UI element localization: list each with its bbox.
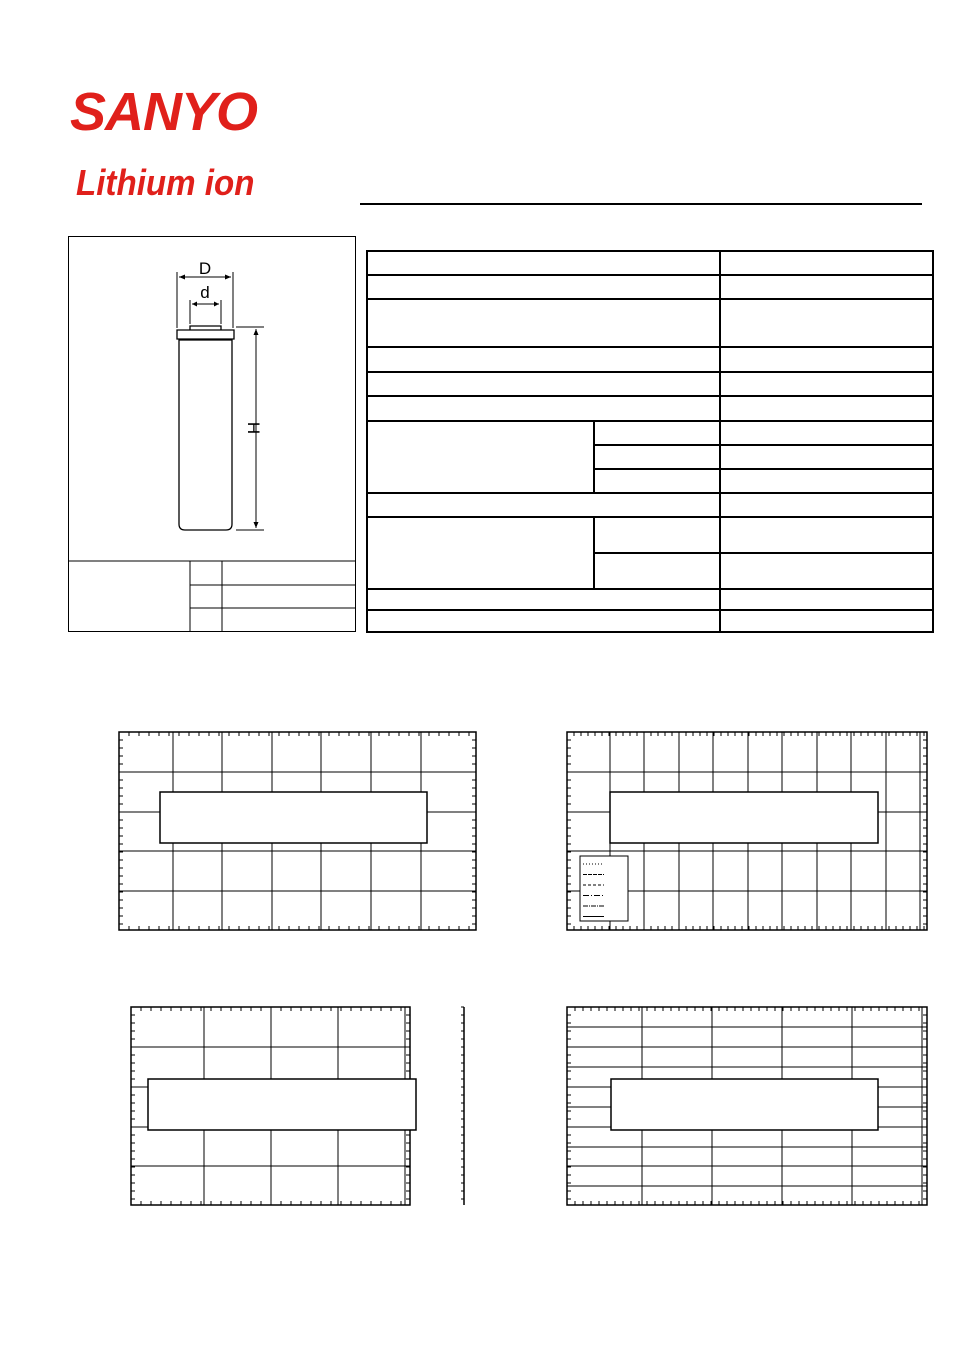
dimensions-table	[68, 561, 356, 632]
graphs-layer	[119, 732, 927, 1205]
label-d: d	[200, 283, 210, 302]
label-H: H	[244, 421, 263, 435]
graph-title-box	[610, 792, 878, 843]
cell-body	[179, 340, 232, 530]
spec-table	[367, 251, 933, 632]
graph-title-box	[160, 792, 427, 843]
graph-legend	[580, 856, 628, 921]
cell-shoulder	[177, 330, 234, 339]
graph-title-box	[148, 1079, 416, 1130]
graph-3	[131, 1007, 464, 1205]
cell-drawing	[177, 272, 264, 530]
graph-title-box	[611, 1079, 878, 1130]
graph-4	[567, 1007, 927, 1205]
graph-2	[567, 732, 927, 930]
sanyo-logo: SANYO	[70, 82, 258, 142]
label-D: D	[198, 259, 212, 278]
lithium-ion-logo: Lithium ion	[76, 162, 255, 203]
graph-1	[119, 732, 476, 930]
